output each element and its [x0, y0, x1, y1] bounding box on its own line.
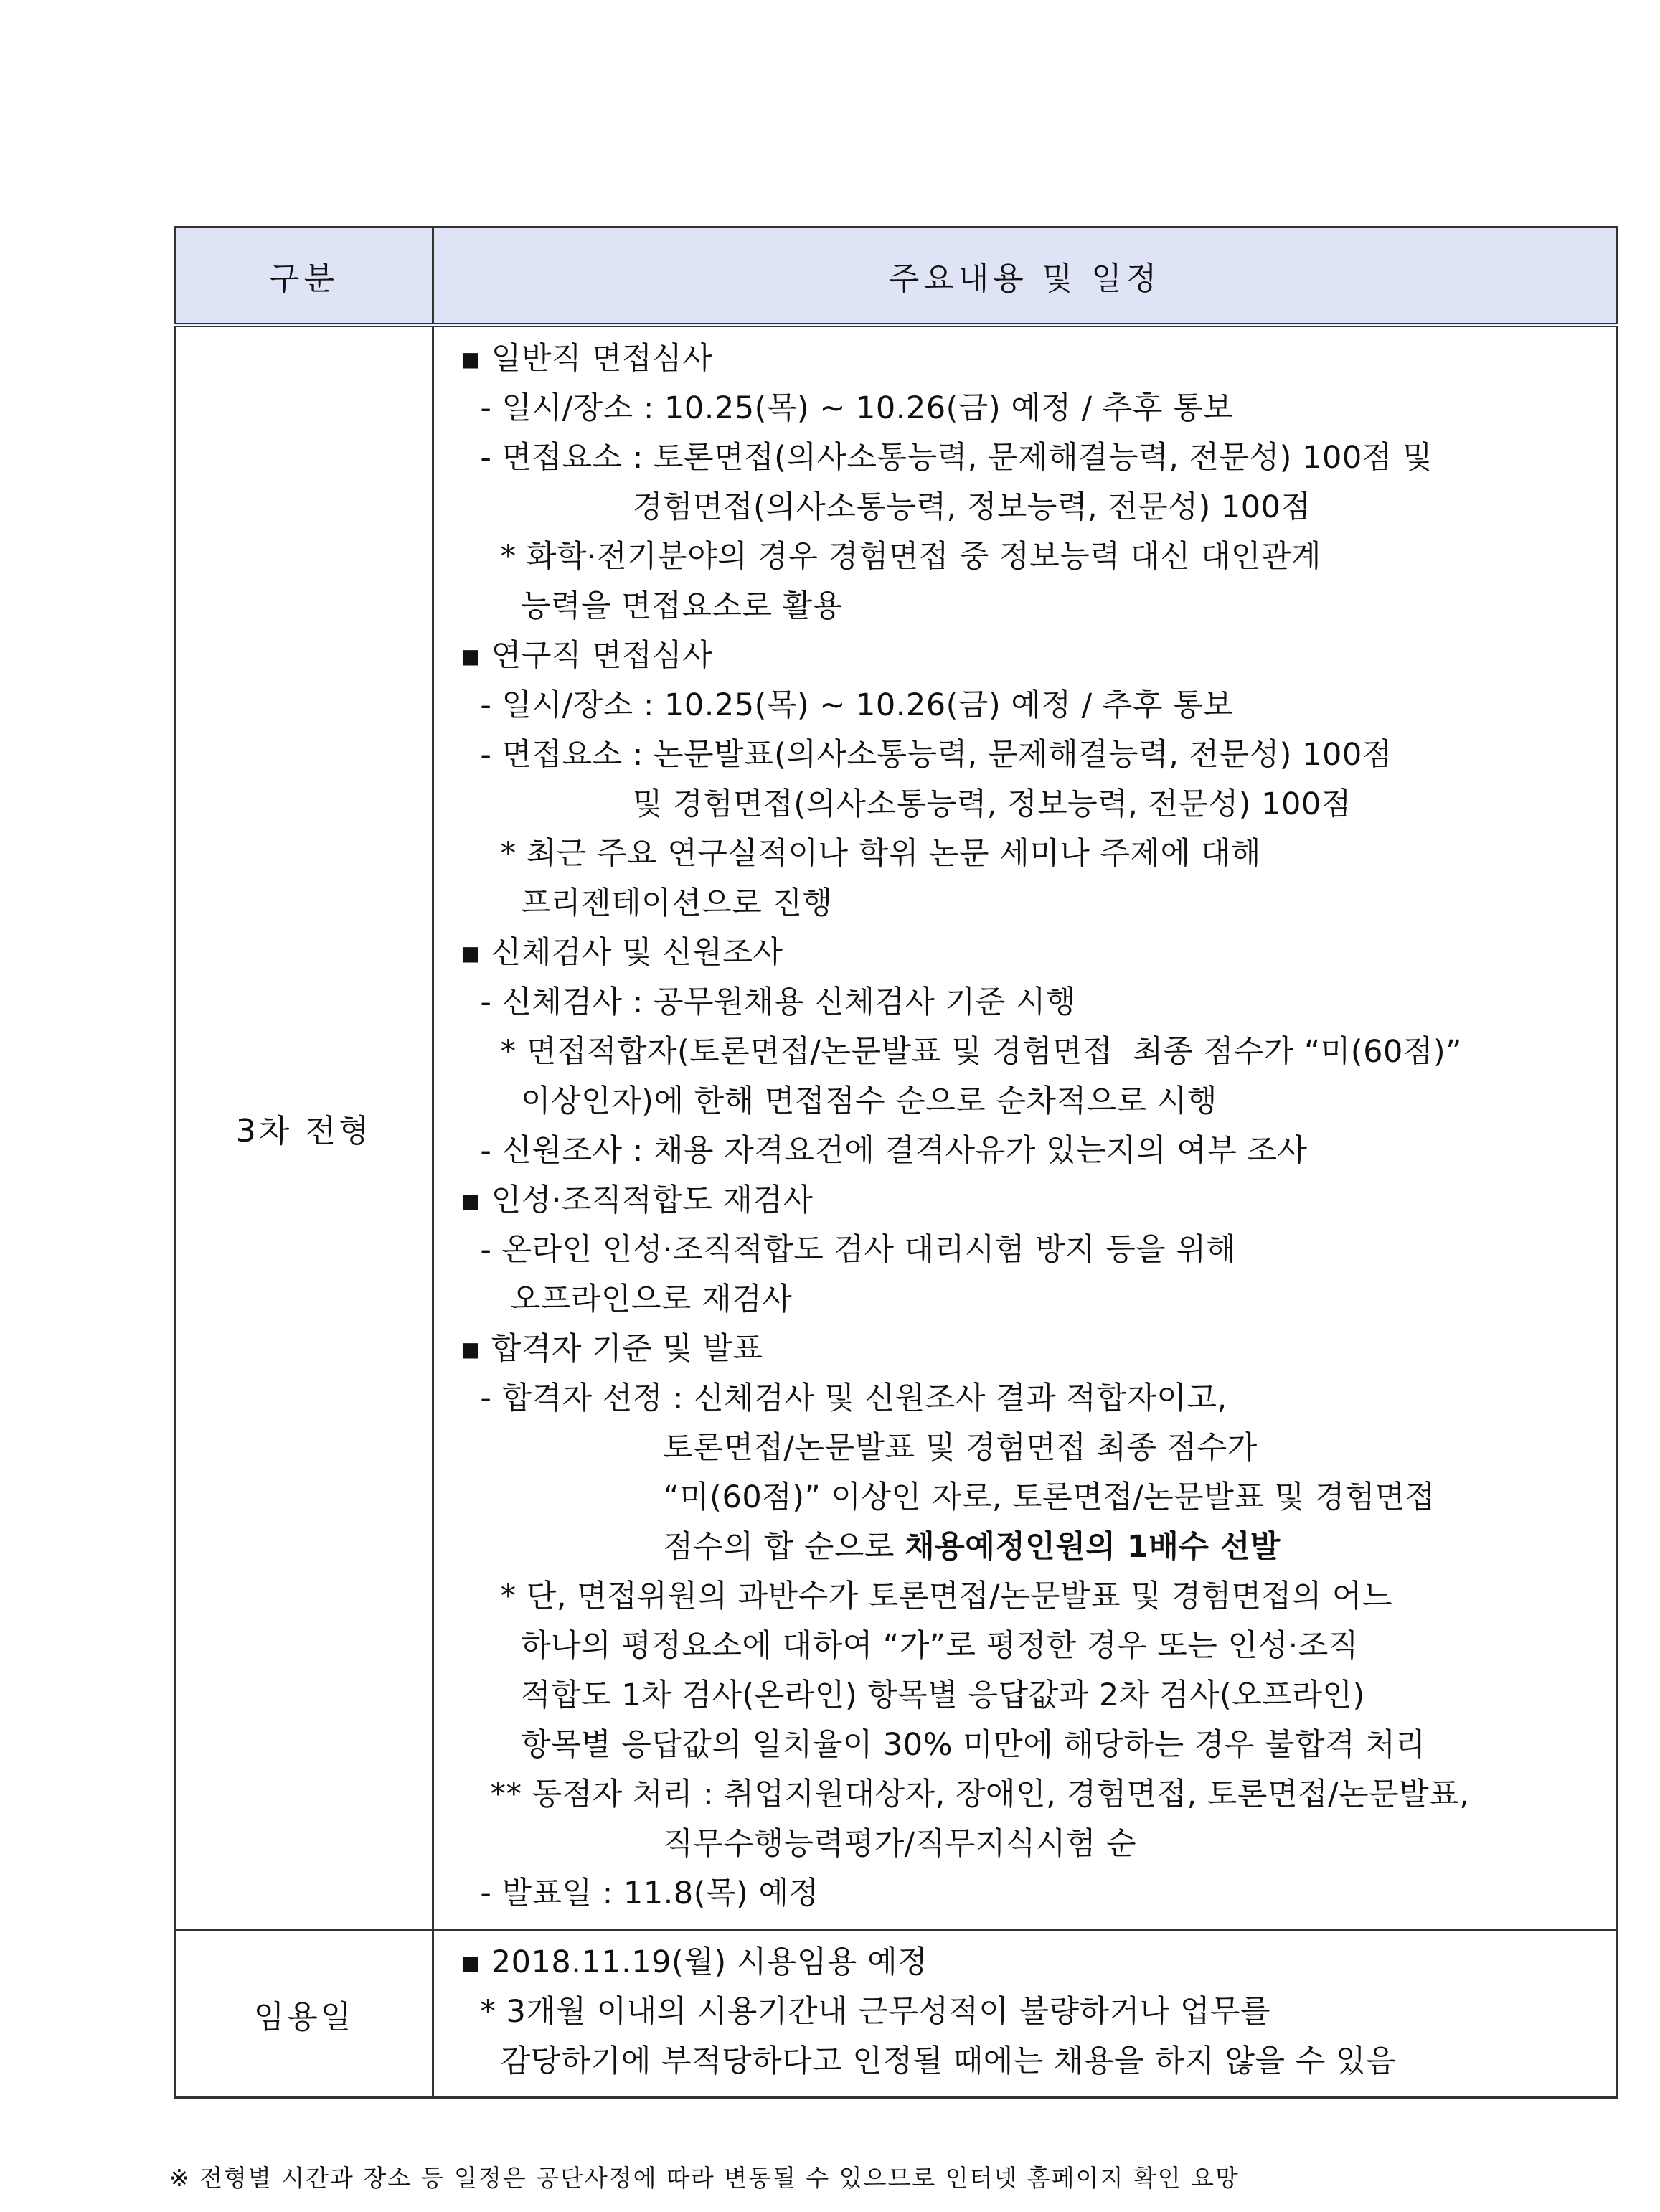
content-line: 하나의 평정요소에 대하여 “가”로 평정한 경우 또는 인성·조직 — [460, 1628, 1359, 1664]
content-line: * 화학·전기분야의 경우 경험면접 중 정보능력 대신 대인관계 — [460, 539, 1321, 575]
schedule-table — [174, 226, 1618, 2099]
appointment-content — [433, 1930, 1617, 2098]
content-line: * 3개월 이내의 시용기간내 근무성적이 불량하거나 업무를 — [460, 1994, 1271, 2030]
content-line-text: 점수의 합 순으로 — [460, 1529, 905, 1565]
footnote: ※ 전형별 시간과 장소 등 일정은 공단사정에 따라 변동될 수 있으므로 인터넷 홈페이지 확인 요망 — [169, 2164, 1240, 2192]
row-label-appointment-date: 임용일 — [175, 1930, 433, 2098]
content-line: ▪ 일반직 면접심사 — [460, 341, 713, 377]
content-line: - 신체검사 : 공무원채용 신체검사 기준 시행 — [460, 984, 1076, 1020]
header-category: 구분 — [175, 227, 433, 326]
content-line: * 최근 주요 연구실적이나 학위 논문 세미나 주제에 대해 — [460, 836, 1261, 872]
content-line: 토론면접/논문발표 및 경험면접 최종 점수가 — [460, 1430, 1258, 1466]
content-line — [460, 1522, 1600, 1572]
content-line: ▪ 합격자 기준 및 발표 — [460, 1331, 763, 1367]
content-line: 항목별 응답값의 일치율이 30% 미만에 해당하는 경우 불합격 처리 — [460, 1727, 1426, 1763]
content-line: 감당하기에 부적당하다고 인정될 때에는 채용을 하지 않을 수 있음 — [460, 2043, 1397, 2079]
content-line: - 면접요소 : 토론면접(의사소통능력, 문제해결능력, 전문성) 100점 및 — [460, 440, 1433, 476]
emphasis-text: 채용예정인원의 1배수 선발 — [905, 1529, 1281, 1565]
content-line: 능력을 면접요소로 활용 — [460, 588, 843, 624]
content-line: 직무수행능력평가/직무지식시험 순 — [460, 1826, 1137, 1862]
content-line: * 면접적합자(토론면접/논문발표 및 경험면접 최종 점수가 “미(60점)” — [460, 1034, 1462, 1070]
third-stage-content — [433, 325, 1617, 1930]
content-line: - 합격자 선정 : 신체검사 및 신원조사 결과 적합자이고, — [460, 1380, 1227, 1416]
content-line: 및 경험면접(의사소통능력, 정보능력, 전문성) 100점 — [460, 786, 1352, 822]
content-line: ▪ 신체검사 및 신원조사 — [460, 935, 783, 971]
content-line: * 단, 면접위원의 과반수가 토론면접/논문발표 및 경험면접의 어느 — [460, 1578, 1392, 1614]
content-line: 경험면접(의사소통능력, 정보능력, 전문성) 100점 — [460, 489, 1311, 525]
table-header — [175, 227, 1617, 326]
content-line: ▪ 2018.11.19(월) 시용임용 예정 — [460, 1944, 928, 1980]
content-line: - 발표일 : 11.8(목) 예정 — [460, 1876, 819, 1911]
content-line: - 신원조사 : 채용 자격요건에 결격사유가 있는지의 여부 조사 — [460, 1133, 1308, 1169]
content-line: 오프라인으로 재검사 — [460, 1281, 793, 1317]
content-line: 이상인자)에 한해 면접점수 순으로 순차적으로 시행 — [460, 1083, 1217, 1119]
content-line: - 면접요소 : 논문발표(의사소통능력, 문제해결능력, 전문성) 100점 — [460, 737, 1392, 773]
table-row — [175, 325, 1617, 1930]
content-line: - 온라인 인성·조직적합도 검사 대리시험 방지 등을 위해 — [460, 1232, 1237, 1268]
content-line: ▪ 연구직 면접심사 — [460, 638, 713, 674]
header-content: 주요내용 및 일정 — [433, 227, 1617, 326]
table-row — [175, 1930, 1617, 2098]
content-line: “미(60점)” 이상인 자로, 토론면접/논문발표 및 경험면접 — [460, 1479, 1435, 1515]
content-line: - 일시/장소 : 10.25(목) ~ 10.26(금) 예정 / 추후 통보 — [460, 687, 1234, 723]
content-line: ** 동점자 처리 : 취업지원대상자, 장애인, 경험면접, 토론면접/논문발표, — [460, 1776, 1470, 1812]
content-line: ▪ 인성·조직적합도 재검사 — [460, 1182, 814, 1218]
content-line: 적합도 1차 검사(온라인) 항목별 응답값과 2차 검사(오프라인) — [460, 1677, 1365, 1713]
content-line: - 일시/장소 : 10.25(목) ~ 10.26(금) 예정 / 추후 통보 — [460, 390, 1234, 426]
content-line: 프리젠테이션으로 진행 — [460, 885, 833, 921]
row-label-third-stage: 3차 전형 — [175, 325, 433, 1930]
